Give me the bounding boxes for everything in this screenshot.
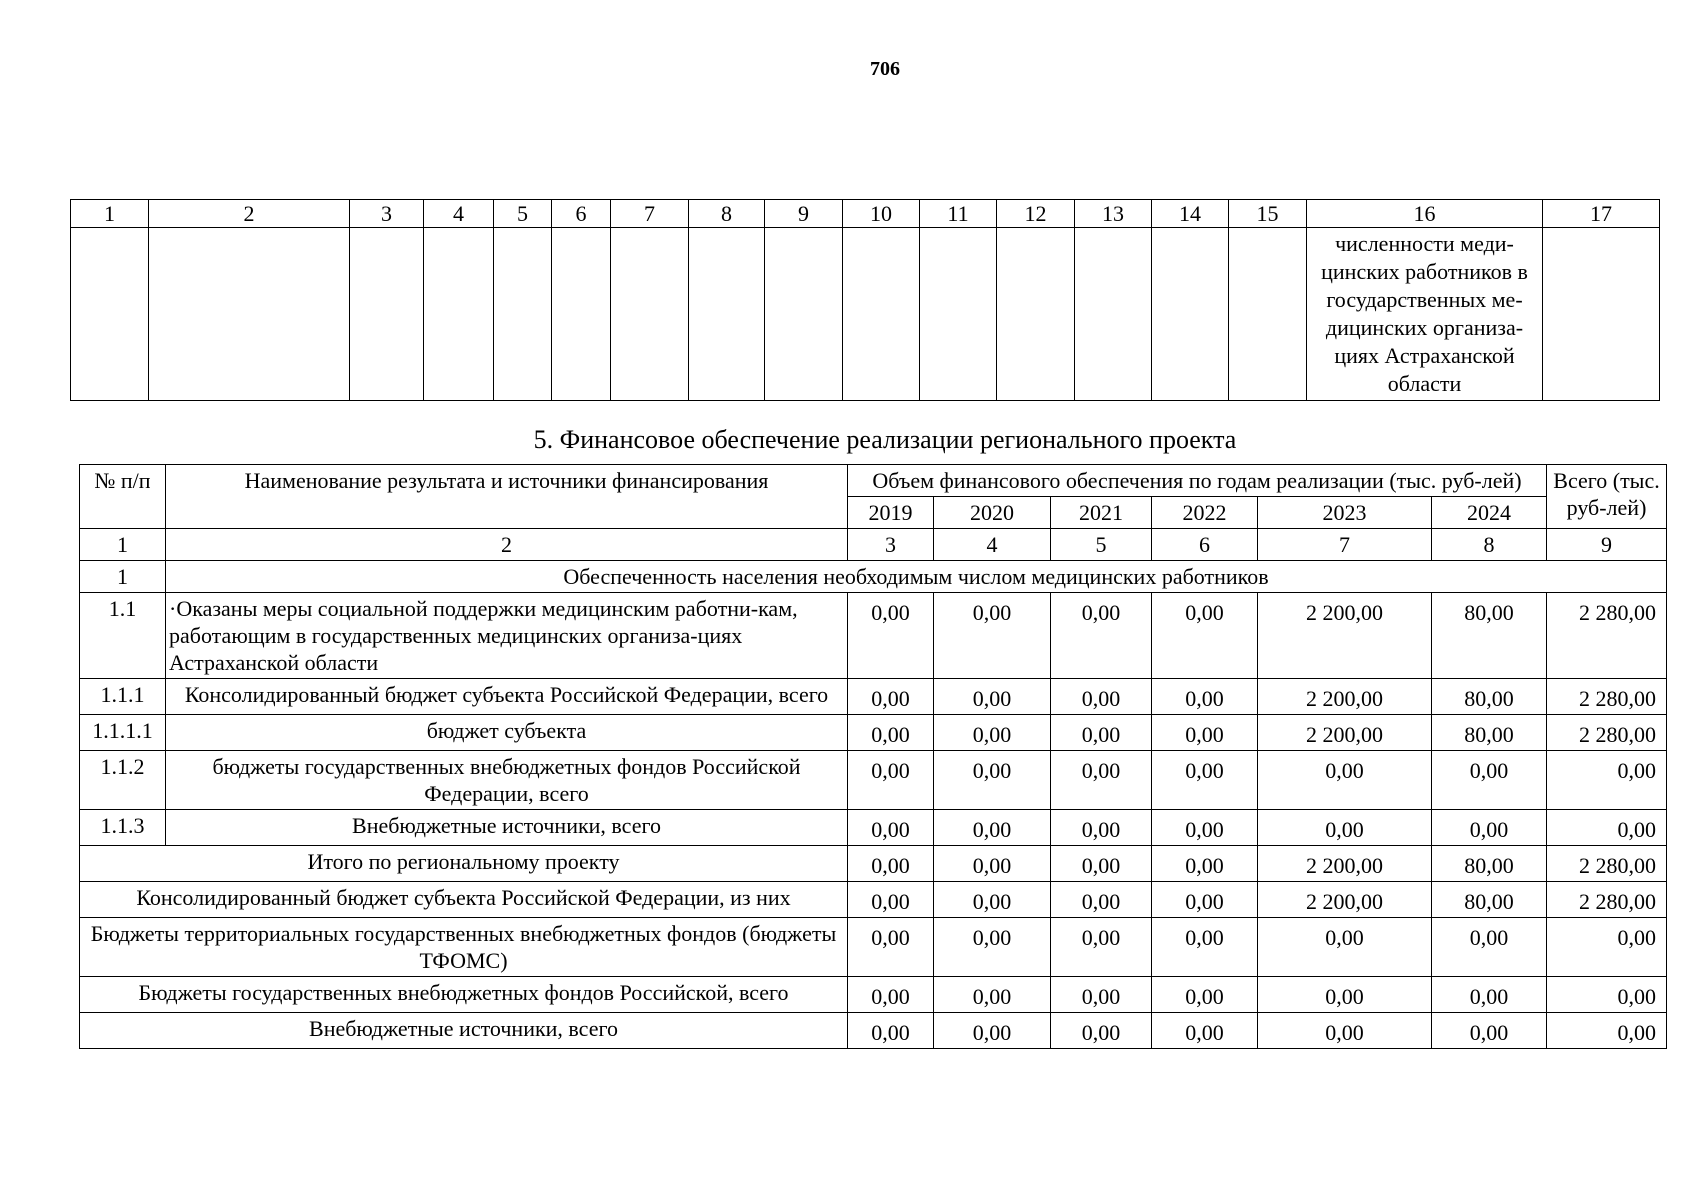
column-number: 2: [166, 529, 848, 561]
row-value: 0,00: [934, 918, 1051, 977]
row-value: 0,00: [1051, 593, 1152, 679]
row-value: 0,00: [934, 593, 1051, 679]
row-value: 0,00: [1547, 977, 1667, 1013]
row-value: 0,00: [848, 715, 934, 751]
row-value: 2 200,00: [1258, 679, 1432, 715]
header-row: [80, 465, 1667, 497]
row-value: 0,00: [1051, 918, 1152, 977]
continuation-table: [70, 199, 1660, 401]
section-title-cell: Обеспеченность населения необходимым числом медицинских работников: [166, 561, 1667, 593]
header-volume: Объем финансового обеспечения по годам реализации (тыс. руб-лей): [848, 465, 1547, 497]
column-number: 11: [920, 200, 997, 228]
table-row: [80, 593, 1667, 679]
row-value: 0,00: [848, 1013, 934, 1049]
row-value: 0,00: [1051, 751, 1152, 810]
row-value: 0,00: [1152, 977, 1258, 1013]
row-value: 0,00: [1152, 593, 1258, 679]
row-value: 0,00: [848, 882, 934, 918]
section-title: 5. Финансовое обеспечение реализации регионального проекта: [533, 425, 1237, 454]
column-number: 5: [494, 200, 552, 228]
row-value: 0,00: [1547, 810, 1667, 846]
row-value: 0,00: [1547, 918, 1667, 977]
year-header: 2019: [848, 497, 934, 529]
column-number: 8: [689, 200, 765, 228]
summary-name: Внебюджетные источники, всего: [80, 1013, 848, 1049]
row-value: 0,00: [1152, 679, 1258, 715]
row-num: 1.1.1.1: [80, 715, 166, 751]
continuation-row: [71, 228, 1660, 401]
summary-row: [80, 977, 1667, 1013]
column-number-row: [71, 200, 1660, 228]
column-number: 7: [611, 200, 689, 228]
column-number: 16: [1307, 200, 1543, 228]
row-name: бюджет субъекта: [166, 715, 848, 751]
column-number: 10: [843, 200, 920, 228]
row-value: 0,00: [1432, 977, 1547, 1013]
row-value: 0,00: [934, 846, 1051, 882]
column-number: 6: [552, 200, 611, 228]
row-value: 2 200,00: [1258, 593, 1432, 679]
summary-name: Консолидированный бюджет субъекта Российской Федерации, из них: [80, 882, 848, 918]
row-value: 0,00: [934, 810, 1051, 846]
row-num: 1.1: [80, 593, 166, 679]
column-number: 8: [1432, 529, 1547, 561]
row-value: 0,00: [934, 751, 1051, 810]
row-value: 2 280,00: [1547, 882, 1667, 918]
row-value: 0,00: [1152, 882, 1258, 918]
row-value: 0,00: [934, 977, 1051, 1013]
row-value: 0,00: [1258, 810, 1432, 846]
header-total: Всего (тыс. руб-лей): [1547, 465, 1667, 529]
column-number: 4: [934, 529, 1051, 561]
row-value: 0,00: [1152, 810, 1258, 846]
column-number: 6: [1152, 529, 1258, 561]
column-number: 7: [1258, 529, 1432, 561]
row-value: 0,00: [1432, 1013, 1547, 1049]
column-number: 3: [350, 200, 424, 228]
row-value: 2 280,00: [1547, 593, 1667, 679]
summary-row: [80, 918, 1667, 977]
row-value: 2 200,00: [1258, 846, 1432, 882]
row-value: 0,00: [1432, 810, 1547, 846]
row-value: 80,00: [1432, 846, 1547, 882]
row-value: 2 280,00: [1547, 679, 1667, 715]
summary-name: Бюджеты государственных внебюджетных фондов Российской, всего: [80, 977, 848, 1013]
header-name: Наименование результата и источники финансирования: [166, 465, 848, 529]
row-value: 0,00: [848, 751, 934, 810]
year-header: 2023: [1258, 497, 1432, 529]
header-num: № п/п: [80, 465, 166, 529]
column-number: 3: [848, 529, 934, 561]
row-value: 0,00: [1258, 977, 1432, 1013]
row-value: 0,00: [1152, 1013, 1258, 1049]
row-value: 0,00: [1051, 846, 1152, 882]
row-name: ·Оказаны меры социальной поддержки медицинским работни-кам, работающим в государственных медицинских организа-циях Астраханской области: [166, 593, 848, 679]
row-value: 0,00: [1051, 977, 1152, 1013]
column-number: 2: [149, 200, 350, 228]
row-value: 0,00: [1258, 751, 1432, 810]
row-value: 2 280,00: [1547, 715, 1667, 751]
column-number: 5: [1051, 529, 1152, 561]
financing-table: [79, 464, 1667, 1049]
row-name: Внебюджетные источники, всего: [166, 810, 848, 846]
column-number: 9: [765, 200, 843, 228]
summary-row: [80, 882, 1667, 918]
row-num: 1.1.1: [80, 679, 166, 715]
table-row: [80, 715, 1667, 751]
column-number: 14: [1152, 200, 1229, 228]
row-value: 0,00: [1051, 882, 1152, 918]
year-header: 2021: [1051, 497, 1152, 529]
row-value: 0,00: [1258, 918, 1432, 977]
row-num: 1.1.2: [80, 751, 166, 810]
row-value: 0,00: [934, 882, 1051, 918]
summary-name: Итого по региональному проекту: [80, 846, 848, 882]
column-number-row: [80, 529, 1667, 561]
table-row: [80, 679, 1667, 715]
row-value: 80,00: [1432, 882, 1547, 918]
row-value: 0,00: [848, 918, 934, 977]
row-value: 0,00: [1152, 751, 1258, 810]
row-name: бюджеты государственных внебюджетных фондов Российской Федерации, всего: [166, 751, 848, 810]
row-value: 0,00: [1258, 1013, 1432, 1049]
row-value: 0,00: [848, 846, 934, 882]
column-number: 4: [424, 200, 494, 228]
table-row: [80, 751, 1667, 810]
row-value: 0,00: [848, 679, 934, 715]
row-value: 0,00: [1432, 751, 1547, 810]
year-header: 2022: [1152, 497, 1258, 529]
row-value: 2 200,00: [1258, 882, 1432, 918]
row-value: 2 200,00: [1258, 715, 1432, 751]
year-header: 2020: [934, 497, 1051, 529]
row-value: 0,00: [1432, 918, 1547, 977]
column-number: 13: [1075, 200, 1152, 228]
row-value: 0,00: [934, 679, 1051, 715]
row-value: 0,00: [1152, 846, 1258, 882]
year-header: 2024: [1432, 497, 1547, 529]
col16-text: численности меди-цинских работников в государственных ме-дицинских организа-циях Астраханской области: [1307, 228, 1543, 401]
column-number: 1: [80, 529, 166, 561]
column-number: 15: [1229, 200, 1307, 228]
column-number: 9: [1547, 529, 1667, 561]
row-value: 0,00: [848, 810, 934, 846]
row-value: 0,00: [1152, 918, 1258, 977]
row-value: 0,00: [1547, 751, 1667, 810]
row-value: 0,00: [1051, 679, 1152, 715]
row-value: 0,00: [934, 715, 1051, 751]
row-value: 0,00: [1051, 1013, 1152, 1049]
row-value: 0,00: [848, 977, 934, 1013]
table-row: [80, 810, 1667, 846]
row-value: 0,00: [1547, 1013, 1667, 1049]
row-value: 2 280,00: [1547, 846, 1667, 882]
page-number: 706: [870, 58, 900, 80]
column-number: 12: [997, 200, 1075, 228]
section-row: [80, 561, 1667, 593]
row-value: 0,00: [1051, 715, 1152, 751]
summary-name: Бюджеты территориальных государственных внебюджетных фондов (бюджеты ТФОМС): [80, 918, 848, 977]
financing-table-body: [80, 465, 1667, 1049]
column-number: 1: [71, 200, 149, 228]
row-value: 0,00: [934, 1013, 1051, 1049]
summary-row: [80, 1013, 1667, 1049]
summary-row: [80, 846, 1667, 882]
row-value: 80,00: [1432, 679, 1547, 715]
row-value: 80,00: [1432, 593, 1547, 679]
row-num: 1.1.3: [80, 810, 166, 846]
row-value: 0,00: [848, 593, 934, 679]
column-number: 17: [1543, 200, 1660, 228]
section-num: 1: [80, 561, 166, 593]
row-value: 80,00: [1432, 715, 1547, 751]
row-value: 0,00: [1051, 810, 1152, 846]
row-value: 0,00: [1152, 715, 1258, 751]
row-name: Консолидированный бюджет субъекта Российской Федерации, всего: [166, 679, 848, 715]
